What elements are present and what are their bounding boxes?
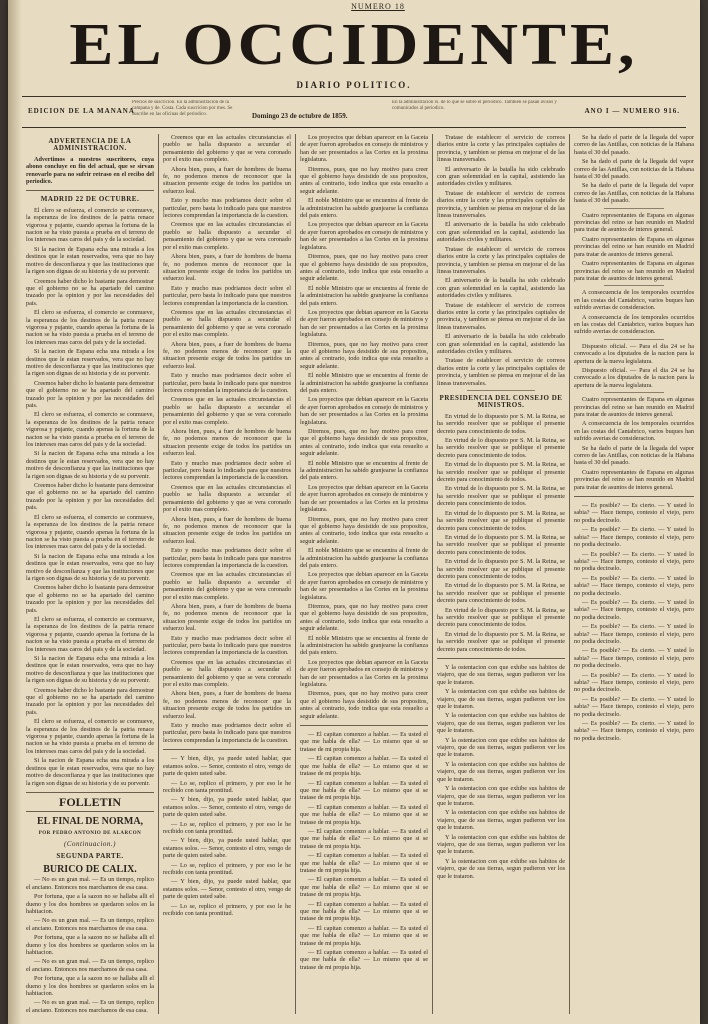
column-rule	[158, 134, 159, 1014]
novel-paragraph: — Y bien, dijo, ya puede usted hablar, que estamos solos. — Senor, contesto el otro, vengo de parte de quien usted sabe.	[163, 755, 291, 778]
article-paragraph: Creemos que en las actuales circunstancias el pueblo se halla dispuesto a secundar el pensamiento del gobierno y que se vera coronado por el exito mas completo.	[163, 483, 291, 514]
novel-paragraph: — Es posible? — Es cierto. — Y usted lo sabia? — Hace tiempo, contesto el viejo, pero no podia decirselo.	[574, 598, 694, 621]
decree-paragraph: En virtud de lo dispuesto por S. M. la Reina, se ha servido resolver que se publique el presente decreto para conocimiento de todos.	[437, 533, 565, 556]
decree-paragraph: En virtud de lo dispuesto por S. M. la Reina, se ha servido resolver que se publique el presente decreto para conocimiento de todos.	[437, 437, 565, 459]
notice-body: Advertimos a nuestros suscritores, cuya abono concluye en fin del actual, que se sirvan renovarlo para no sufrir retraso en el recibo del periodico.	[26, 155, 154, 186]
article-paragraph: Los proyectos que debian aparecer en la Gaceta de ayer fueron aprobados en consejo de ministros y han de ser presentados a las Cortes en la proxima legislatura.	[300, 658, 428, 689]
article-paragraph: Ahora bien, pues, a fuer de hombres de buena fe, no podemos menos de reconocer que la situacion presente exige de todos los partidos un esfuerzo leal.	[163, 602, 291, 633]
novel-paragraph: — Es posible? — Es cierto. — Y usted lo sabia? — Hace tiempo, contesto el viejo, pero no podia decirselo.	[574, 574, 694, 597]
novel-paragraph: Y la ostentacion con que exhibe sus habitos de viajero, que de sus tierras, segun pudieron ver los que le trataron.	[437, 664, 565, 686]
decree-paragraph: En virtud de lo dispuesto por S. M. la Reina, se ha servido resolver que se publique el presente decreto para conocimiento de todos.	[437, 485, 565, 508]
novel-paragraph: — Y bien, dijo, ya puede usted hablar, que estamos solos. — Senor, contesto el otro, vengo de parte de quien usted sabe.	[163, 878, 291, 901]
article-paragraph: Creemos que en las actuales circunstancias el pueblo se halla dispuesto a secundar el pensamiento del gobierno y que se vera coronado por el exito mas completo.	[163, 134, 291, 164]
novel-paragraph: — Es posible? — Es cierto. — Y usted lo sabia? — Hace tiempo, contesto el viejo, pero no podia decirselo.	[574, 647, 694, 670]
article-paragraph: Ahora bien, pues, a fuer de hombres de buena fe, no podemos menos de reconocer que la situacion presente exige de todos los partidos un esfuerzo leal.	[163, 428, 291, 458]
article-paragraph: Si la nacion de Espana echa una mirada a los destinos que le estan reservados, vera que no hay motivo de desconfianza y que las instituciones que la rigen son dignas de su historia y de su porvenir.	[26, 245, 154, 276]
article-paragraph: Creemos haber dicho lo bastante para demostrar que el gobierno no se ha apartado del camino trazado por la opinion y por las necesidades del pais.	[26, 584, 154, 614]
article-paragraph: El aniversario de la batalla ha sido celebrado con gran solemnidad en la capital, asistiendo las autoridades civiles y militares.	[437, 277, 565, 300]
article-paragraph: Diremos, pues, que no hay motivo para creer que el gobierno haya desistido de sus propositos, antes al contrario, todo indica que esta resuelto a seguir adelante.	[300, 340, 428, 370]
novel-paragraph: — Es posible? — Es cierto. — Y usted lo sabia? — Hace tiempo, contesto el viejo, pero no podia decirselo.	[574, 550, 694, 573]
article-paragraph: Se ha dado el parte de la llegada del vapor correo de las Antillas, con noticias de la Habana hasta el 30 del pasado.	[574, 158, 694, 181]
article-paragraph: Cuatro representantes de Espana en algunas provincias del reino se han reunido en Madrid para tratar de asuntos de interes general.	[574, 396, 694, 418]
article-paragraph: Creemos haber dicho lo bastante para demostrar que el gobierno no se ha apartado del camino trazado por la opinion y por las necesidades del pais.	[26, 379, 154, 409]
novel-paragraph: — Y bien, dijo, ya puede usted hablar, que estamos solos. — Senor, contesto el otro, vengo de parte de quien usted sabe.	[163, 837, 291, 860]
novel-paragraph: — El capitan comenzo a hablar. — Es usted el que me habla de ella? — Lo mismo que si se tratase de mi propia hija.	[300, 876, 428, 899]
article-paragraph: Tratase de establecer el servicio de correos diarios entre la corte y las principales capitales de provincia, y tambien se piensa en mejorar el de las lineas transversales.	[437, 189, 565, 220]
article-paragraph: Diremos, pues, que no hay motivo para creer que el gobierno haya desistido de sus propositos, antes al contrario, todo indica que esta resuelto a seguir adelante.	[300, 690, 428, 720]
subtitle: DIARIO POLITICO.	[296, 80, 412, 90]
novel-paragraph: — Lo se, replico el primero, y por eso le he recibido con tanta prontitud.	[163, 861, 291, 876]
article-paragraph: Creemos haber dicho lo bastante para demostrar que el gobierno no se ha apartado del camino trazado por la opinion y por las necesidades del pais.	[26, 482, 154, 512]
article-paragraph: Creemos que en las actuales circunstancias el pueblo se halla dispuesto a secundar el pensamiento del gobierno y que se vera coronado por el exito mas completo.	[163, 308, 291, 339]
article-paragraph: A consecuencia de los temporales ocurridos en las costas del Cantabrico, varios buques han sufrido averias de consideracion.	[574, 313, 694, 336]
article-paragraph: Esto y mucho mas podriamos decir sobre el particular, pero basta lo indicado para que nuestros lectores comprendan la importancia de la cuestion.	[163, 722, 291, 744]
chapter-title: BURICO DE CALIX.	[43, 863, 137, 875]
column-4	[437, 134, 565, 1014]
novel-paragraph: — Es posible? — Es cierto. — Y usted lo sabia? — Hace tiempo, contesto el viejo, pero no podia decirselo.	[574, 502, 694, 524]
folletin-title: FOLLETIN	[58, 794, 121, 809]
article-paragraph: Diremos, pues, que no hay motivo para creer que el gobierno haya desistido de sus propositos, antes al contrario, todo indica que esta resuelto a seguir adelante.	[300, 165, 428, 195]
novel-paragraph: — El capitan comenzo a hablar. — Es usted el que me habla de ella? — Lo mismo que si se tratase de mi propia hija.	[300, 731, 428, 753]
article-paragraph: Esto y mucho mas podriamos decir sobre el particular, pero basta lo indicado para que nuestros lectores comprendan la importancia de la cuestion.	[163, 634, 291, 657]
article-paragraph: Cuatro representantes de Espana en algunas provincias del reino se han reunido en Madrid para tratar de asuntos de interes general.	[574, 211, 694, 234]
article-paragraph: Diremos, pues, que no hay motivo para creer que el gobierno haya desistido de sus propositos, antes al contrario, todo indica que esta resuelto a seguir adelante.	[300, 602, 428, 633]
article-paragraph: El clero se esfuerza, el comercio se conmueve, la esperanza de los destinos de la patria renace vigorosa y pujante, cuando apenas la fortuna de la nacion se ha visto puesta a prueba en el terreno de los intereses mas caros del pais y de la sociedad.	[26, 513, 154, 551]
article-paragraph: Tratase de establecer el servicio de correos diarios entre la corte y las principales capitales de provincia, y tambien se piensa en mejorar el de las lineas transversales.	[437, 134, 565, 164]
article-paragraph: Si la nacion de Espana echa una mirada a los destinos que le estan reservados, vera que no hay motivo de desconfianza y que las instituciones que la rigen son dignas de su historia y de su porvenir.	[26, 757, 154, 787]
article-paragraph: Los proyectos que debian aparecer en la Gaceta de ayer fueron aprobados en consejo de ministros y han de ser presentados a las Cortes en la proxima legislatura.	[300, 483, 428, 514]
fine-print-right: En la administracion rs. de lo que se sobre el periodico. Tambien se pasan avisos y comunicados al periodico.	[392, 100, 557, 111]
article-paragraph: Ahora bien, pues, a fuer de hombres de buena fe, no podemos menos de reconocer que la situacion presente exige de todos los partidos un esfuerzo leal.	[163, 690, 291, 720]
article-paragraph: Los proyectos que debian aparecer en la Gaceta de ayer fueron aprobados en consejo de ministros y han de ser presentados a las Cortes en la proxima legislatura.	[300, 221, 428, 251]
novel-paragraph: — El capitan comenzo a hablar. — Es usted el que me habla de ella? — Lo mismo que si se tratase de mi propia hija.	[300, 900, 428, 923]
article-paragraph: Si la nacion de Espana echa una mirada a los destinos que le estan reservados, vera que no hay motivo de desconfianza y que las instituciones que la rigen son dignas de su historia y de su porvenir.	[26, 552, 154, 582]
novel-paragraph: — El capitan comenzo a hablar. — Es usted el que me habla de ella? — Lo mismo que si se tratase de mi propia hija.	[300, 924, 428, 947]
novel-paragraph: — Es posible? — Es cierto. — Y usted lo sabia? — Hace tiempo, contesto el viejo, pero no podia decirselo.	[574, 526, 694, 549]
column-rule	[295, 134, 296, 1014]
article-paragraph: Si la nacion de Espana echa una mirada a los destinos que le estan reservados, vera que no hay motivo de desconfianza y que las instituciones que la rigen son dignas de su historia y de su porvenir.	[26, 655, 154, 685]
article-paragraph: El noble Ministro que se encuentra al frente de la administracion ha sabido granjearse la confianza del pais entero.	[300, 197, 428, 220]
article-paragraph: Los proyectos que debian aparecer en la Gaceta de ayer fueron aprobados en consejo de ministros y han de ser presentados a las Cortes en la proxima legislatura.	[300, 134, 428, 164]
article-paragraph: Dispuesto oficial. — Para el dia 24 se ha convocado a los diputados de la nacion para la apertura de la nueva legislatura.	[574, 342, 694, 365]
article-paragraph: Se ha dado el parte de la llegada del vapor correo de las Antillas, con noticias de la Habana hasta el 30 del pasado.	[574, 444, 694, 467]
article-paragraph: Si la nacion de Espana echa una mirada a los destinos que le estan reservados, vera que no hay motivo de desconfianza y que las instituciones que la rigen son dignas de su historia y de su porvenir.	[26, 450, 154, 480]
article-paragraph: Diremos, pues, que no hay motivo para creer que el gobierno haya desistido de sus propositos, antes al contrario, todo indica que esta resuelto a seguir adelante.	[300, 515, 428, 545]
info-bar	[22, 96, 686, 128]
article-paragraph: Ahora bien, pues, a fuer de hombres de buena fe, no podemos menos de reconocer que la situacion presente exige de todos los partidos un esfuerzo leal.	[163, 515, 291, 545]
novel-title: EL FINAL DE NORMA,	[36, 816, 144, 828]
column-2	[163, 134, 291, 1014]
fine-print-left: Precios de suscricion. En la administracion de la campana y de. Costa. Cada suscricion por mes. Se suscribe en las oficinas del periodico.	[132, 100, 233, 117]
article-paragraph: Los proyectos que debian aparecer en la Gaceta de ayer fueron aprobados en consejo de ministros y han de ser presentados a las Cortes en la proxima legislatura.	[300, 571, 428, 601]
novel-paragraph: — El capitan comenzo a hablar. — Es usted el que me habla de ella? — Lo mismo que si se tratase de mi propia hija.	[300, 803, 428, 826]
article-paragraph: Esto y mucho mas podriamos decir sobre el particular, pero basta lo indicado para que nuestros lectores comprendan la importancia de la cuestion.	[163, 197, 291, 220]
novel-paragraph: Y la ostentacion con que exhibe sus habitos de viajero, que de sus tierras, segun pudieron ver los que le trataron.	[437, 760, 565, 783]
article-paragraph: El noble Ministro que se encuentra al frente de la administracion ha sabido granjearse la confianza del pais entero.	[300, 284, 428, 307]
novel-paragraph: — No es un gran mal. — Es un tiempo, replico el anciano. Entonces nos marchamos de esa casa.	[26, 876, 154, 891]
dateline: MADRID 22 DE OCTUBRE.	[40, 195, 140, 204]
article-paragraph: Creemos haber dicho lo bastante para demostrar que el gobierno no se ha apartado del camino trazado por la opinion y por las necesidades del pais.	[26, 277, 154, 307]
article-paragraph: A consecuencia de los temporales ocurridos en las costas del Cantabrico, varios buques han sufrido averias de consideracion.	[574, 289, 694, 312]
novel-paragraph: — Es posible? — Es cierto. — Y usted lo sabia? — Hace tiempo, contesto el viejo, pero no podia decirselo.	[574, 623, 694, 645]
novel-paragraph: — El capitan comenzo a hablar. — Es usted el que me habla de ella? — Lo mismo que si se tratase de mi propia hija.	[300, 779, 428, 802]
novel-paragraph: Y la ostentacion con que exhibe sus habitos de viajero, que de sus tierras, segun pudieron ver los que le trataron.	[437, 809, 565, 832]
novel-author: POR PEDRO ANTONIO DE ALARCON	[38, 830, 142, 836]
novel-paragraph: — Lo se, replico el primero, y por eso le he recibido con tanta prontitud.	[163, 820, 291, 835]
novel-paragraph: — El capitan comenzo a hablar. — Es usted el que me habla de ella? — Lo mismo que si se tratase de mi propia hija.	[300, 949, 428, 971]
article-paragraph: Esto y mucho mas podriamos decir sobre el particular, pero basta lo indicado para que nuestros lectores comprendan la importancia de la cuestion.	[163, 547, 291, 569]
novel-paragraph: — No es un gran mal. — Es un tiempo, replico el anciano. Entonces nos marchamos de esa casa.	[26, 917, 154, 932]
novel-paragraph: — El capitan comenzo a hablar. — Es usted el que me habla de ella? — Lo mismo que si se tratase de mi propia hija.	[300, 827, 428, 850]
novel-paragraph: Por fortuna, que a la sazon no se hallaba alli el dueno y los dos hombres se quedaron solos en la habitacion.	[26, 975, 154, 998]
novel-paragraph: — Es posible? — Es cierto. — Y usted lo sabia? — Hace tiempo, contesto el viejo, pero no podia decirselo.	[574, 720, 694, 742]
decree-paragraph: En virtud de lo dispuesto por S. M. la Reina, se ha servido resolver que se publique el presente decreto para conocimiento de todos.	[437, 509, 565, 532]
masthead: EL OCCIDENTE,	[69, 11, 639, 78]
article-paragraph: El clero se esfuerza, el comercio se conmueve, la esperanza de los destinos de la patria renace vigorosa y pujante, cuando apenas la fortuna de la nacion se ha visto puesta a prueba en el terreno de los intereses mas caros del pais y de la sociedad.	[26, 615, 154, 653]
council-title: PRESIDENCIA DEL CONSEJO DE MINISTROS.	[439, 394, 563, 410]
novel-paragraph: Por fortuna, que a la sazon no se hallaba alli el dueno y los dos hombres se quedaron solos en la habitacion.	[26, 934, 154, 956]
article-paragraph: Ahora bien, pues, a fuer de hombres de buena fe, no podemos menos de reconocer que la situacion presente exige de todos los partidos un esfuerzo leal.	[163, 165, 291, 195]
article-paragraph: El aniversario de la batalla ha sido celebrado con gran solemnidad en la capital, asistiendo las autoridades civiles y militares.	[437, 221, 565, 244]
novel-paragraph: — No es un gran mal. — Es un tiempo, replico el anciano. Entonces nos marchamos de esa casa.	[26, 958, 154, 973]
decree-paragraph: En virtud de lo dispuesto por S. M. la Reina, se ha servido resolver que se publique el presente decreto para conocimiento de todos.	[437, 582, 565, 605]
notice-title: ADVERTENCIA DE LA ADMINISTRACION.	[48, 137, 132, 153]
novel-paragraph: Y la ostentacion con que exhibe sus habitos de viajero, que de sus tierras, segun pudieron ver los que le trataron.	[437, 857, 565, 880]
article-paragraph: A consecuencia de los temporales ocurridos en las costas del Cantabrico, varios buques han sufrido averias de consideracion.	[574, 420, 694, 443]
article-paragraph: Esto y mucho mas podriamos decir sobre el particular, pero basta lo indicado para que nuestros lectores comprendan la importancia de la cuestion.	[163, 284, 291, 307]
article-paragraph: Tratase de establecer el servicio de correos diarios entre la corte y las principales capitales de provincia, y tambien se piensa en mejorar el de las lineas transversales.	[437, 245, 565, 275]
article-paragraph: Creemos haber dicho lo bastante para demostrar que el gobierno no se ha apartado del camino trazado por la opinion y por las necesidades del pais.	[26, 686, 154, 716]
novel-paragraph: — El capitan comenzo a hablar. — Es usted el que me habla de ella? — Lo mismo que si se tratase de mi propia hija.	[300, 755, 428, 778]
decree-paragraph: En virtud de lo dispuesto por S. M. la Reina, se ha servido resolver que se publique el presente decreto para conocimiento de todos.	[437, 606, 565, 629]
article-paragraph: Diremos, pues, que no hay motivo para creer que el gobierno haya desistido de sus propositos, antes al contrario, todo indica que esta resuelto a seguir adelante.	[300, 253, 428, 283]
newspaper-page	[8, 0, 700, 1024]
novel-paragraph: Y la ostentacion con que exhibe sus habitos de viajero, que de sus tierras, segun pudieron ver los que le trataron.	[437, 785, 565, 807]
article-paragraph: Creemos que en las actuales circunstancias el pueblo se halla dispuesto a secundar el pensamiento del gobierno y que se vera coronado por el exito mas completo.	[163, 658, 291, 689]
novel-paragraph: Por fortuna, que a la sazon no se hallaba alli el dueno y los dos hombres se quedaron solos en la habitacion.	[26, 893, 154, 915]
page-spine	[8, 0, 22, 1024]
article-paragraph: El noble Ministro que se encuentra al frente de la administracion ha sabido granjearse la confianza del pais entero.	[300, 634, 428, 657]
novel-paragraph: Y la ostentacion con que exhibe sus habitos de viajero, que de sus tierras, segun pudieron ver los que le trataron.	[437, 833, 565, 856]
column-rule	[432, 134, 433, 1014]
article-paragraph: El noble Ministro que se encuentra al frente de la administracion ha sabido granjearse la confianza del pais entero.	[300, 547, 428, 569]
article-paragraph: El clero se esfuerza, el comercio se conmueve, la esperanza de los destinos de la patria renace vigorosa y pujante, cuando apenas la fortuna de la nacion se ha visto puesta a prueba en el terreno de los intereses mas caros del pais y de la sociedad.	[26, 309, 154, 346]
article-paragraph: Tratase de establecer el servicio de correos diarios entre la corte y las principales capitales de provincia, y tambien se piensa en mejorar el de las lineas transversales.	[437, 357, 565, 387]
novel-paragraph: — El capitan comenzo a hablar. — Es usted el que me habla de ella? — Lo mismo que si se tratase de mi propia hija.	[300, 852, 428, 874]
decree-paragraph: En virtud de lo dispuesto por S. M. la Reina, se ha servido resolver que se publique el presente decreto para conocimiento de todos.	[437, 412, 565, 435]
novel-paragraph: — Lo se, replico el primero, y por eso le he recibido con tanta prontitud.	[163, 779, 291, 794]
article-paragraph: Cuatro representantes de Espana en algunas provincias del reino se han reunido en Madrid para tratar de asuntos de interes general.	[574, 235, 694, 258]
article-paragraph: El aniversario de la batalla ha sido celebrado con gran solemnidad en la capital, asistiendo las autoridades civiles y militares.	[437, 333, 565, 355]
article-paragraph: El clero se esfuerza, el comercio se conmueve, la esperanza de los destinos de la patria renace vigorosa y pujante, cuando apenas la fortuna de la nacion se ha visto puesta a prueba en el terreno de los intereses mas caros del pais y de la sociedad.	[26, 718, 154, 755]
decree-paragraph: En virtud de lo dispuesto por S. M. la Reina, se ha servido resolver que se publique el presente decreto para conocimiento de todos.	[437, 630, 565, 653]
article-paragraph: Creemos que en las actuales circunstancias el pueblo se halla dispuesto a secundar el pensamiento del gobierno y que se vera coronado por el exito mas completo.	[163, 396, 291, 426]
part-title: SEGUNDA PARTE.	[56, 851, 124, 860]
edition-label: EDICION DE LA MANANA	[28, 107, 135, 115]
continuation-note: (Continuacion.)	[63, 840, 117, 849]
novel-paragraph: — Es posible? — Es cierto. — Y usted lo sabia? — Hace tiempo, contesto el viejo, pero no podia decirselo.	[574, 671, 694, 694]
novel-paragraph: Y la ostentacion con que exhibe sus habitos de viajero, que de sus tierras, segun pudieron ver los que le trataron.	[437, 712, 565, 735]
column-5	[574, 134, 694, 1014]
article-paragraph: El clero se esfuerza, el comercio se conmueve, la esperanza de los destinos de la patria renace vigorosa y pujante, cuando apenas la fortuna de la nacion se ha visto puesta a prueba en el terreno de los intereses mas caros del pais y de la sociedad.	[26, 411, 154, 449]
article-paragraph: Diremos, pues, que no hay motivo para creer que el gobierno haya desistido de sus propositos, antes al contrario, todo indica que esta resuelto a seguir adelante.	[300, 428, 428, 458]
decree-paragraph: En virtud de lo dispuesto por S. M. la Reina, se ha servido resolver que se publique el presente decreto para conocimiento de todos.	[437, 461, 565, 484]
year-number: ANO I — NUMERO 916.	[584, 107, 680, 115]
article-paragraph: Esto y mucho mas podriamos decir sobre el particular, pero basta lo indicado para que nuestros lectores comprendan la importancia de la cuestion.	[163, 372, 291, 394]
article-paragraph: Esto y mucho mas podriamos decir sobre el particular, pero basta lo indicado para que nuestros lectores comprendan la importancia de la cuestion.	[163, 459, 291, 482]
article-paragraph: Los proyectos que debian aparecer en la Gaceta de ayer fueron aprobados en consejo de ministros y han de ser presentados a las Cortes en la proxima legislatura.	[300, 308, 428, 339]
article-paragraph: Creemos que en las actuales circunstancias el pueblo se halla dispuesto a secundar el pensamiento del gobierno y que se vera coronado por el exito mas completo.	[163, 571, 291, 601]
article-paragraph: Si la nacion de Espana echa una mirada a los destinos que le estan reservados, vera que no hay motivo de desconfianza y que las instituciones que la rigen son dignas de su historia y de su porvenir.	[26, 348, 154, 378]
article-paragraph: Cuatro representantes de Espana en algunas provincias del reino se han reunido en Madrid para tratar de asuntos de interes general.	[574, 260, 694, 282]
article-paragraph: El noble Ministro que se encuentra al frente de la administracion ha sabido granjearse la confianza del pais entero.	[300, 459, 428, 482]
article-paragraph: Los proyectos que debian aparecer en la Gaceta de ayer fueron aprobados en consejo de ministros y han de ser presentados a las Cortes en la proxima legislatura.	[300, 396, 428, 426]
column-rule	[569, 134, 570, 1014]
novel-paragraph: — Y bien, dijo, ya puede usted hablar, que estamos solos. — Senor, contesto el otro, vengo de parte de quien usted sabe.	[163, 796, 291, 819]
article-paragraph: Ahora bien, pues, a fuer de hombres de buena fe, no podemos menos de reconocer que la situacion presente exige de todos los partidos un esfuerzo leal.	[163, 253, 291, 283]
article-paragraph: El clero se esfuerza, el comercio se conmueve, la esperanza de los destinos de la patria renace vigorosa y pujante, cuando apenas la fortuna de la nacion se ha visto puesta a prueba en el terreno de los intereses mas caros del pais y de la sociedad.	[26, 206, 154, 244]
edition-number: NUMERO 18	[351, 2, 405, 11]
article-paragraph: Ahora bien, pues, a fuer de hombres de buena fe, no podemos menos de reconocer que la situacion presente exige de todos los partidos un esfuerzo leal.	[163, 340, 291, 370]
article-paragraph: Tratase de establecer el servicio de correos diarios entre la corte y las principales capitales de provincia, y tambien se piensa en mejorar el de las lineas transversales.	[437, 301, 565, 331]
article-paragraph: Se ha dado el parte de la llegada del vapor correo de las Antillas, con noticias de la Habana hasta el 30 del pasado.	[574, 182, 694, 205]
novel-paragraph: — No es un gran mal. — Es un tiempo, replico el anciano. Entonces nos marchamos de esa casa.	[26, 999, 154, 1014]
issue-date: Domingo 23 de octubre de 1859.	[252, 112, 348, 120]
novel-paragraph: — Lo se, replico el primero, y por eso le he recibido con tanta prontitud.	[163, 902, 291, 917]
novel-paragraph: — Es posible? — Es cierto. — Y usted lo sabia? — Hace tiempo, contesto el viejo, pero no podia decirselo.	[574, 695, 694, 718]
article-paragraph: Dispuesto oficial. — Para el dia 24 se ha convocado a los diputados de la nacion para la apertura de la nueva legislatura.	[574, 366, 694, 389]
article-paragraph: El noble Ministro que se encuentra al frente de la administracion ha sabido granjearse la confianza del pais entero.	[300, 372, 428, 394]
novel-paragraph: Y la ostentacion con que exhibe sus habitos de viajero, que de sus tierras, segun pudieron ver los que le trataron.	[437, 688, 565, 711]
novel-paragraph: Y la ostentacion con que exhibe sus habitos de viajero, que de sus tierras, segun pudieron ver los que le trataron.	[437, 736, 565, 759]
article-paragraph: Creemos que en las actuales circunstancias el pueblo se halla dispuesto a secundar el pensamiento del gobierno y que se vera coronado por el exito mas completo.	[163, 221, 291, 251]
column-3	[300, 134, 428, 1014]
article-paragraph: El aniversario de la batalla ha sido celebrado con gran solemnidad en la capital, asistiendo las autoridades civiles y militares.	[437, 165, 565, 188]
column-1	[26, 134, 154, 1014]
article-paragraph: Se ha dado el parte de la llegada del vapor correo de las Antillas, con noticias de la Habana hasta el 30 del pasado.	[574, 134, 694, 156]
decree-paragraph: En virtud de lo dispuesto por S. M. la Reina, se ha servido resolver que se publique el presente decreto para conocimiento de todos.	[437, 558, 565, 580]
article-paragraph: Cuatro representantes de Espana en algunas provincias del reino se han reunido en Madrid para tratar de asuntos de interes general.	[574, 468, 694, 491]
